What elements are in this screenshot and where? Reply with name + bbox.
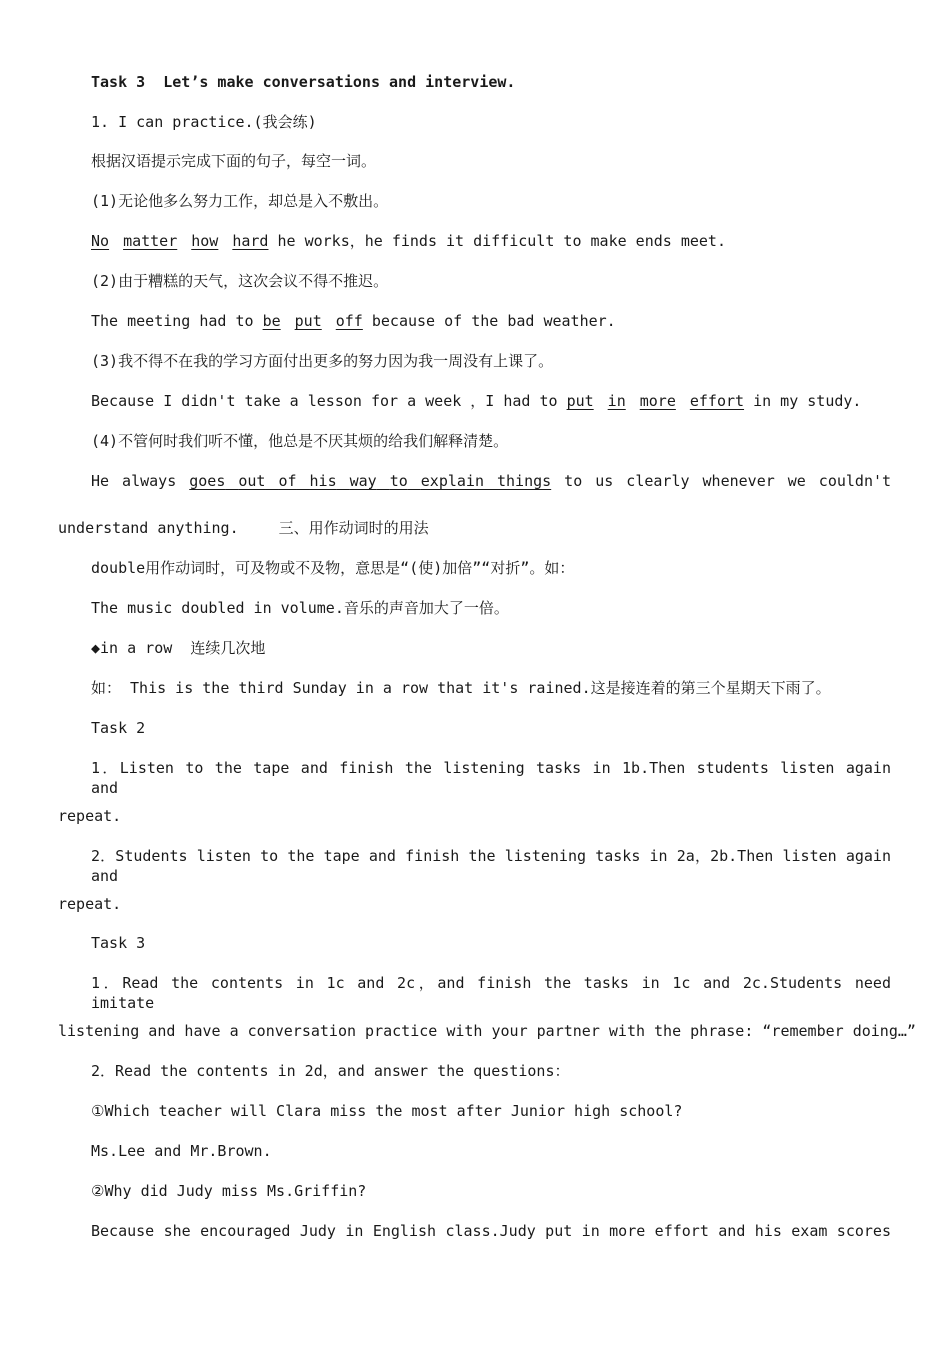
section-3-title: 三、用作动词时的用法 [278,519,429,537]
q3-answer-blank: put in more effort [566,392,745,410]
q4-english-continuation: understand anything. 三、用作动词时的用法 [58,519,429,537]
double-note: double用作动词时，可及物或不及物，意思是“(使)加倍”“对折”。如： [91,559,575,577]
q1-english: No matter how hard he works，he finds it difficult to make ends meet. [91,232,726,250]
answer-2: Because she encouraged Judy in English class.Judy put in more effort and his exam scores [91,1222,891,1240]
q1-answer-blank: No matter how hard [91,232,269,250]
task2-heading: Task 2 [91,719,146,737]
q2-chinese: (2)由于糟糕的天气，这次会议不得不推迟。 [91,272,389,290]
task2-item-1-continuation: repeat. [58,807,122,825]
q2-english: The meeting had to be put off because of the bad weather. [91,312,616,330]
q4-english: He always goes out of his way to explain things to us clearly whenever we couldn't [91,472,892,490]
q4-chinese: (4)不管何时我们听不懂，他总是不厌其烦的给我们解释清楚。 [91,432,509,450]
task3-item-1: 1．Read the contents in 1c and 2c，and finish the tasks in 1c and 2c.Students need imitate [91,974,891,1012]
q3-chinese: (3)我不得不在我的学习方面付出更多的努力因为我一周没有上课了。 [91,352,554,370]
in-a-row-entry: ◆in a row 连续几次地 [91,639,266,657]
task3-item-1-continuation: listening and have a conversation practice with your partner with the phrase: “remember doing…” [58,1022,916,1040]
question-1: ①Which teacher will Clara miss the most after Junior high school? [91,1102,683,1120]
task2-item-1: 1．Listen to the tape and finish the listening tasks in 1b.Then students listen again and [91,759,891,797]
double-example: The music doubled in volume.音乐的声音加大了一倍。 [91,599,509,617]
in-a-row-example: 如： This is the third Sunday in a row that it's rained.这是接连着的第三个星期天下雨了。 [91,679,831,697]
answer-1: Ms.Lee and Mr.Brown. [91,1142,272,1160]
task3-heading: Task 3 Let’s make conversations and interview. [91,73,516,91]
q1-chinese: (1)无论他多么努力工作，却总是入不敷出。 [91,192,389,210]
task3-item-2: 2．Read the contents in 2d，and answer the questions： [91,1062,570,1080]
q4-answer-blank: goes out of his way to explain things [189,472,552,490]
question-2: ②Why did Judy miss Ms.Griffin? [91,1182,367,1200]
task2-item-2: 2．Students listen to the tape and finish the listening tasks in 2a，2b.Then listen again and [91,847,891,885]
q2-answer-blank: be put off [262,312,363,330]
practice-title: 1. I can practice.(我会练) [91,113,317,131]
task2-item-2-continuation: repeat. [58,895,122,913]
q3-english: Because I didn't take a lesson for a week ，I had to put in more effort in my study. [91,392,862,410]
task3-second-heading: Task 3 [91,934,146,952]
instruction: 根据汉语提示完成下面的句子，每空一词。 [91,152,377,170]
